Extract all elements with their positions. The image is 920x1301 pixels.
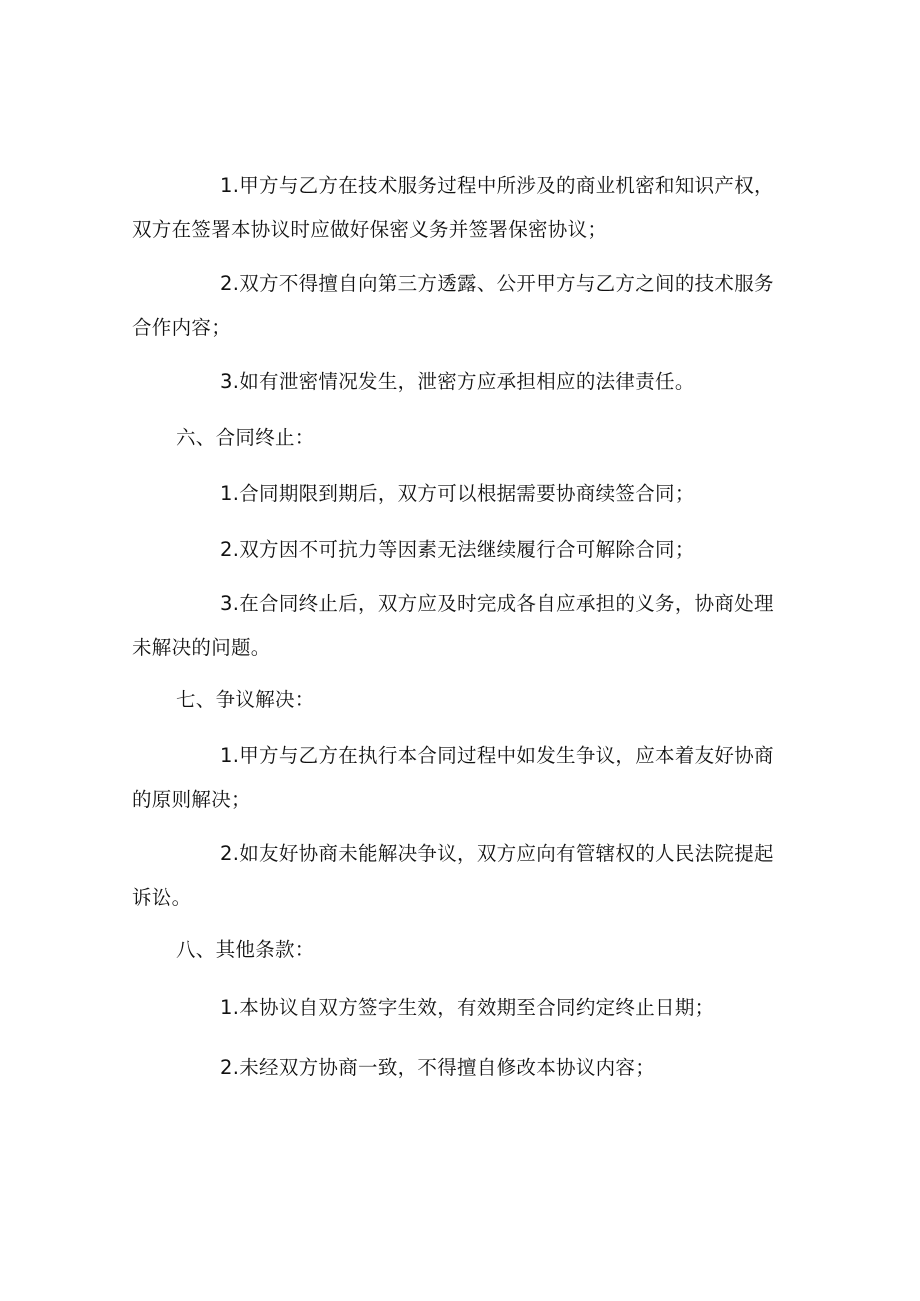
- item-number: 1: [220, 174, 233, 197]
- other-item-1: [132, 986, 792, 1030]
- item-number: 3: [220, 592, 233, 615]
- item-text: .本协议自双方签字生效，有效期至合同约定终止日期；: [232, 996, 715, 1019]
- dispute-item-2: [132, 832, 792, 920]
- item-number: 1: [220, 744, 233, 767]
- item-text: .如有泄密情况发生，泄密方应承担相应的法律责任。: [232, 370, 695, 393]
- item-text: .在合同终止后，双方应及时完成各自应承担的义务，协商处理未解决的问题。: [132, 592, 774, 659]
- item-number: 1: [220, 996, 233, 1019]
- termination-item-3: [132, 582, 792, 670]
- item-number: 2: [220, 538, 233, 561]
- item-text: .甲方与乙方在技术服务过程中所涉及的商业机密和知识产权，双方在签署本协议时应做好保密义务并签署保密协议；: [132, 174, 774, 241]
- item-text: .未经双方协商一致，不得擅自修改本协议内容；: [232, 1056, 656, 1079]
- item-text: .甲方与乙方在执行本合同过程中如发生争议，应本着友好协商的原则解决；: [132, 744, 774, 811]
- confidentiality-item-2: [132, 262, 792, 350]
- item-number: 2: [220, 842, 233, 865]
- item-text: .双方不得擅自向第三方透露、公开甲方与乙方之间的技术服务合作内容；: [132, 272, 774, 339]
- item-number: 2: [220, 272, 233, 295]
- other-item-2: [132, 1046, 792, 1090]
- dispute-item-1: [132, 734, 792, 822]
- item-number: 1: [220, 482, 233, 505]
- item-text: .双方因不可抗力等因素无法继续履行合可解除合同；: [232, 538, 695, 561]
- item-text: .如友好协商未能解决争议，双方应向有管辖权的人民法院提起诉讼。: [132, 842, 774, 909]
- section-heading-termination: 六、合同终止：: [176, 426, 315, 449]
- termination-item-1: [132, 472, 792, 516]
- termination-item-2: [132, 528, 792, 572]
- section-heading-other: 八、其他条款：: [176, 938, 315, 961]
- item-number: 2: [220, 1056, 233, 1079]
- section-heading-dispute: 七、争议解决：: [176, 688, 315, 711]
- item-text: .合同期限到期后，双方可以根据需要协商续签合同；: [232, 482, 695, 505]
- confidentiality-item-3: [132, 360, 792, 404]
- confidentiality-item-1: [132, 164, 792, 252]
- item-number: 3: [220, 370, 233, 393]
